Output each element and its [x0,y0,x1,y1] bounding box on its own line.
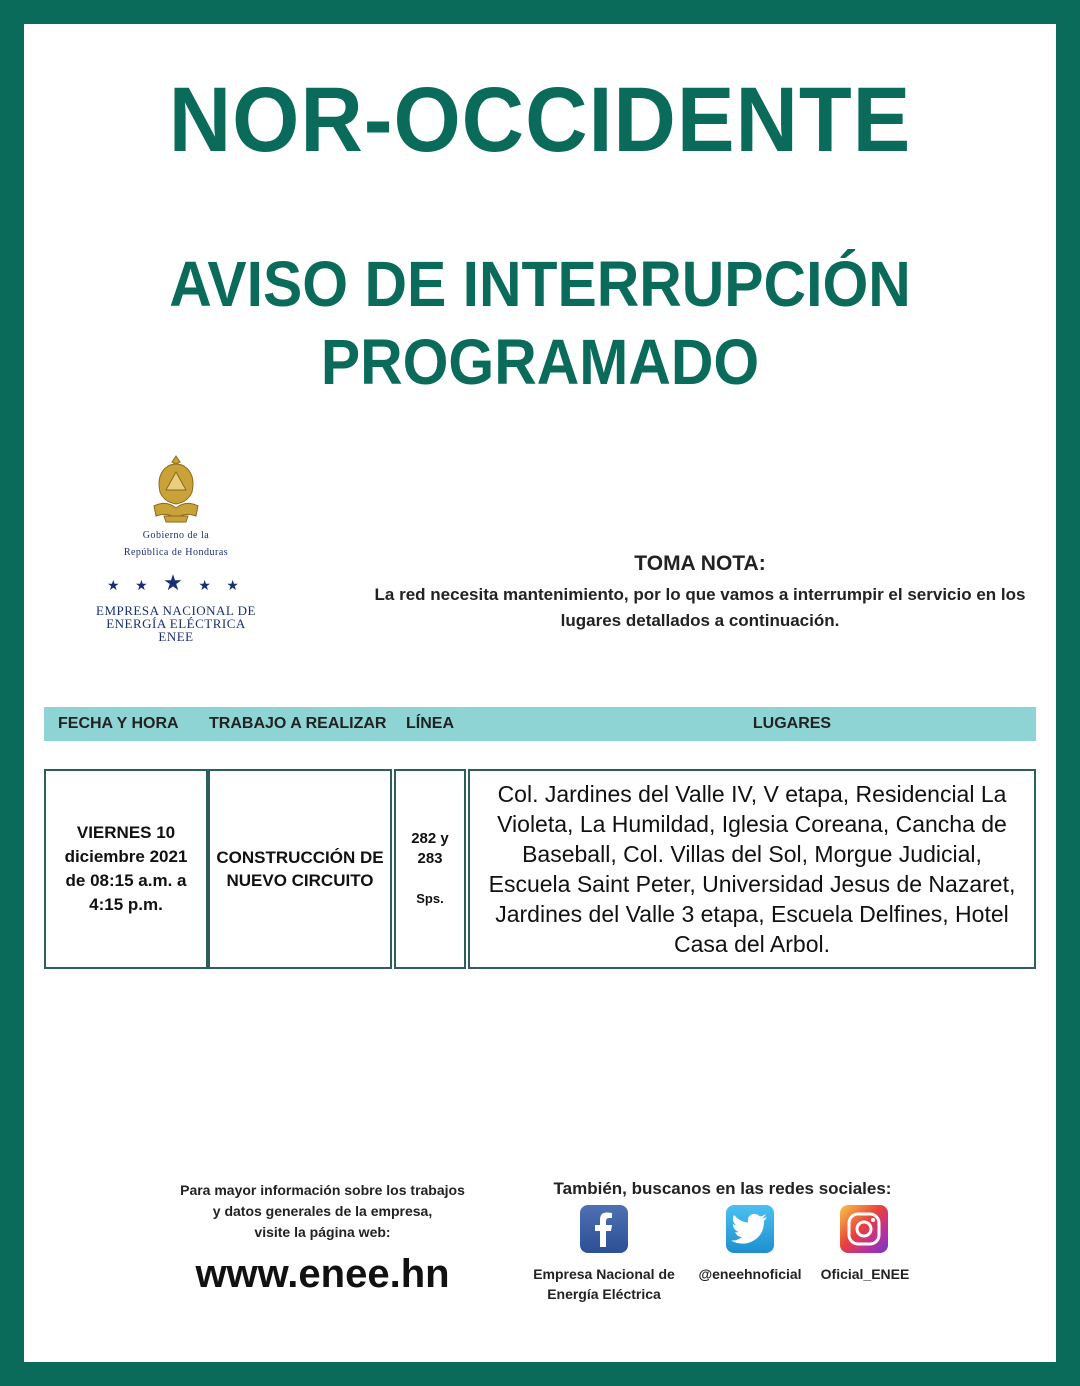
company-line-1: EMPRESA NACIONAL DE [96,603,256,618]
cell-date-time [44,769,208,969]
facebook-label-line-1: Empresa Nacional de [533,1266,675,1282]
work-line-2: NUEVO CIRCUITO [226,871,374,890]
date-line-2: diciembre 2021 [64,847,188,866]
table-header [44,707,1036,741]
info-line-2: y datos generales de la empresa, [212,1203,433,1219]
instagram-icon[interactable] [840,1205,888,1253]
places-text: Col. Jardines del Valle IV, V etapa, Residencial La Violeta, La Humildad, Iglesia Coreana, Cancha de Baseball, Col. Villas del Sol, Morgue Judicial, Escuela Saint Peter, Universidad Jesus de Nazaret, Jardines del Valle 3 etapa, Escuela Delfines, Hotel Casa del Arbol. [488,781,1016,957]
info-line-3: visite la página web: [254,1224,391,1240]
stars-icon: ★ ★ ★ ★ ★ [107,570,245,595]
instagram-label[interactable]: Oficial_ENEE [820,1266,910,1282]
header-line: LÍNEA [406,715,454,732]
facebook-label-line-2: Energía Eléctrica [547,1286,661,1302]
footer-info [160,1180,485,1243]
date-line-3: de 08:15 a.m. a [65,871,187,890]
header-date-time: FECHA Y HORA [58,715,179,732]
enee-logo [86,452,266,643]
subtitle-line-2: PROGRAMADO [320,326,760,398]
gov-line-2: República de Honduras [123,547,229,558]
social-title: También, buscanos en las redes sociales: [553,1179,892,1198]
line-line-2: 283 [417,850,443,867]
page-title: NOR-OCCIDENTE [168,69,912,171]
header-work: TRABAJO A REALIZAR [209,715,387,732]
date-line-1: VIERNES 10 [76,823,176,842]
notice-body: La red necesita mantenimiento, por lo que vamos a interrumpir el servicio en los lugares detallados a continuación. [374,585,1026,630]
honduras-seal-icon [146,452,206,524]
cell-places [468,769,1036,969]
twitter-icon[interactable] [726,1205,774,1253]
line-line-3: Sps. [416,891,444,906]
notice-title: TOMA NOTA: [634,552,766,575]
company-line-3: ENEE [158,629,194,644]
facebook-label[interactable] [525,1264,683,1304]
cell-work [208,769,392,969]
website-link[interactable]: www.enee.hn [195,1252,450,1296]
work-line-1: CONSTRUCCIÓN DE [216,848,384,867]
facebook-icon[interactable] [580,1205,628,1253]
date-line-4: 4:15 p.m. [89,895,163,914]
subtitle-line-1: AVISO DE INTERRUPCIÓN [169,248,911,320]
gov-line-1: Gobierno de la [142,530,210,541]
header-places: LUGARES [752,715,832,732]
info-line-1: Para mayor información sobre los trabajos [180,1182,465,1198]
company-line-2: ENERGÍA ELÉCTRICA [106,616,246,631]
line-line-1: 282 y [411,830,449,847]
cell-line [394,769,466,969]
twitter-label[interactable]: @eneehnoficial [698,1266,802,1282]
